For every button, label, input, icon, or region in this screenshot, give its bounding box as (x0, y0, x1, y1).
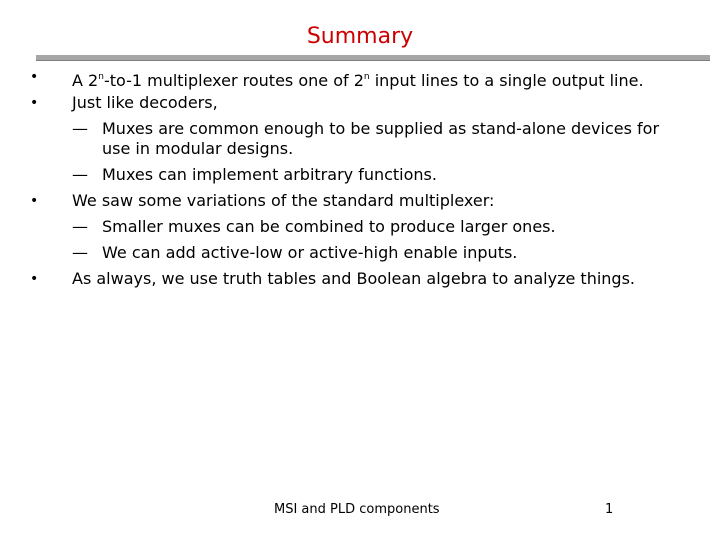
bullet-item (0, 64, 720, 90)
bullet-marker: • (30, 193, 39, 209)
title-rule (36, 55, 710, 61)
slide-content (0, 64, 720, 292)
bullet-item (0, 188, 720, 214)
bullet-text: We saw some variations of the standard multiplexer: (72, 191, 495, 210)
sub-bullet-item (0, 240, 720, 266)
sub-bullet-text: Muxes can implement arbitrary functions. (102, 165, 437, 184)
bullet-marker: • (30, 271, 39, 287)
slide-title: Summary (306, 24, 414, 49)
page-number: 1 (605, 502, 614, 517)
bullet-item (0, 90, 720, 116)
slide-footer: MSI and PLD components (274, 502, 440, 517)
bullet-marker: • (30, 95, 39, 111)
sub-bullet-item (0, 214, 720, 240)
bullet-marker: • (30, 69, 39, 85)
dash-marker: — (72, 119, 88, 138)
sub-bullet-text: We can add active-low or active-high enable inputs. (102, 243, 518, 262)
sub-bullet-item (0, 162, 720, 188)
bullet-text: A 2$^n$-to-1 multiplexer routes one of 2$^n$ input lines to a single output line. (72, 71, 644, 90)
dash-marker: — (72, 217, 88, 236)
sub-bullet-text: Smaller muxes can be combined to produce larger ones. (102, 217, 556, 236)
dash-marker: — (72, 165, 88, 184)
bullet-text: As always, we use truth tables and Boolean algebra to analyze things. (72, 269, 635, 288)
bullet-item (0, 266, 720, 292)
sub-bullet-item (0, 116, 720, 162)
sub-bullet-text: Muxes are common enough to be supplied as stand-alone devices for use in modular designs. (102, 119, 660, 158)
dash-marker: — (72, 243, 88, 262)
bullet-text: Just like decoders, (72, 93, 218, 112)
